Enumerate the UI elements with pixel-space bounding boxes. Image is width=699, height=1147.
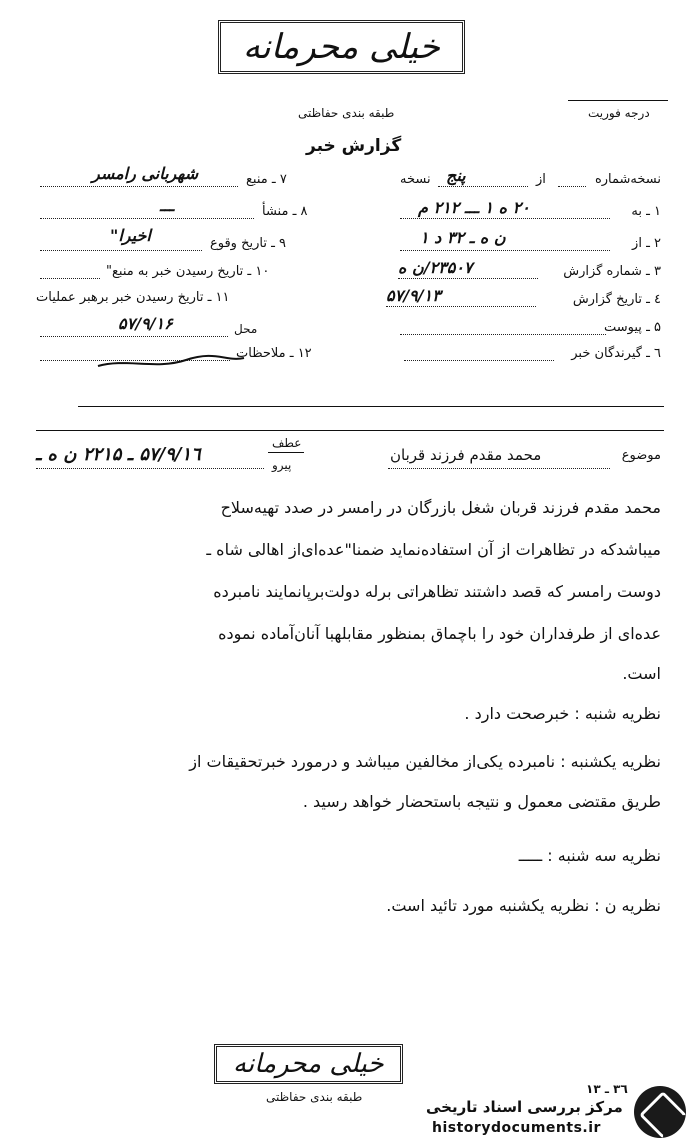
opinion-sunday-line-1: نظریه یکشنبه : نامبرده یکی‌از مخالفین میباشد و درمورد خبرتحقیقات از	[189, 752, 661, 771]
field-5-dots	[400, 334, 606, 335]
copy-number-label: نسخه‌شماره	[594, 172, 661, 187]
field-8-value: ـــ	[160, 196, 175, 215]
body-line-1: محمد مقدم فرزند قربان شغل بازرگان در رامسر در صدد تهیه‌سلاح	[220, 498, 661, 517]
archive-name: مرکز بررسی اسناد تاریخی	[426, 1098, 623, 1116]
strikethrough-scribble	[96, 348, 246, 374]
field-4-dots	[386, 306, 536, 307]
reference-dots	[36, 468, 264, 469]
reference-fraction-line	[268, 452, 304, 453]
field-6-label: ٦ ـ گیرندگان خبر	[571, 346, 661, 361]
subject-label: موضوع	[621, 448, 661, 463]
copy-number-dots	[558, 186, 586, 187]
field-1-dots	[400, 218, 610, 219]
copy-of-dots	[438, 186, 528, 187]
urgency-label: درجه فوریت	[588, 106, 650, 120]
field-11-dots	[40, 336, 228, 337]
field-2-dots	[400, 250, 610, 251]
field-1-value: ۲۰ ه ۱ ـــ ۲۱۲ م	[418, 198, 530, 217]
field-7-dots	[40, 186, 238, 187]
section-rule-2	[36, 430, 664, 431]
copy-of-value: پنج	[446, 166, 466, 185]
field-7-value: شهربانی رامسر	[92, 164, 199, 183]
body-line-2: میباشدکه در تظاهرات از آن استفاده‌نماید ضمنا"عده‌ای‌از اهالی شاه ـ	[206, 540, 661, 559]
bottom-classification-label: طبقه بندی حفاظتی	[266, 1090, 363, 1104]
field-6-dots	[404, 360, 554, 361]
field-3-dots	[398, 278, 538, 279]
body-line-5: است.	[622, 664, 661, 683]
field-3-value: ۲۳۵۰۷/ن ه	[398, 258, 473, 277]
top-classification-stamp: خیلی محرمانه	[218, 20, 465, 74]
opinion-sunday-line-2: طریق مقتضی معمول و نتیجه باستحضار خواهد رسید .	[302, 792, 661, 811]
field-1-label: ۱ ـ به	[631, 204, 661, 219]
field-9-dots	[40, 250, 202, 251]
opinion-n: نظریه ن : نظریه یکشنبه مورد تائید است.	[386, 896, 661, 915]
field-4-value: ۵۷/۹/۱۳	[386, 286, 441, 305]
reference-peyro-label: پیرو	[272, 458, 292, 472]
copies-label: نسخه	[400, 172, 431, 187]
top-classification-label: طبقه بندی حفاظتی	[298, 106, 395, 120]
page-code: ۳٦ ـ ۱۳	[586, 1082, 628, 1096]
field-9-label: ۹ ـ تاریخ وقوع	[210, 236, 287, 251]
bottom-classification-stamp: خیلی محرمانه	[214, 1044, 403, 1084]
field-11-label: ۱۱ ـ تاریخ رسیدن خبر برهبر عملیات	[36, 290, 230, 305]
field-11-value: ۵۷/۹/۱۶	[118, 314, 173, 333]
field-9-value: اخیرا"	[110, 226, 151, 245]
reference-number: ۵۷/۹/۱٦ ـ ۲۲۱۵ ن ه ـ	[36, 444, 201, 465]
archive-logo-icon	[634, 1086, 686, 1138]
report-title: گزارش خبر	[306, 136, 402, 156]
body-line-4: عده‌ای از طرفداران خود را باچماق بمنظور مقابلهبا آنان‌آماده نموده	[218, 624, 661, 643]
field-10-label: ۱۰ ـ تاریخ رسیدن خبر به منبع"	[106, 264, 270, 279]
opinion-tuesday: نظریه سه شنبه : ـــــ	[518, 846, 661, 865]
urgency-rule	[568, 100, 668, 101]
field-2-label: ۲ ـ از	[632, 236, 661, 251]
section-rule-1	[78, 406, 664, 407]
opinion-saturday: نظریه شنبه : خبرصحت دارد .	[464, 704, 661, 723]
copy-of-label: از	[536, 172, 546, 187]
subject-value: محمد مقدم فرزند قربان	[390, 446, 542, 464]
subject-dots	[388, 468, 610, 469]
field-10-dots	[40, 278, 100, 279]
field-8-label: ۸ ـ منشأ	[262, 204, 308, 219]
field-2-value: ن ه ـ ۳۲ د ۱	[420, 228, 506, 247]
field-4-label: ٤ ـ تاریخ گزارش	[572, 292, 661, 307]
body-line-3: دوست رامسر که قصد داشتند تظاهراتی برله دولت‌برپانمایند نامبرده	[213, 582, 661, 601]
field-5-label: ۵ ـ پیوست	[604, 320, 661, 335]
field-3-label: ۳ ـ شماره گزارش	[563, 264, 661, 279]
reference-atf-label: عطف	[272, 436, 302, 450]
field-11-sub-label: محل	[234, 322, 258, 336]
field-8-dots	[40, 218, 254, 219]
archive-url: historydocuments.ir	[432, 1120, 601, 1136]
field-12-label: ۱۲ ـ ملاحظات	[236, 346, 312, 361]
field-7-label: ۷ ـ منبع	[246, 172, 287, 187]
